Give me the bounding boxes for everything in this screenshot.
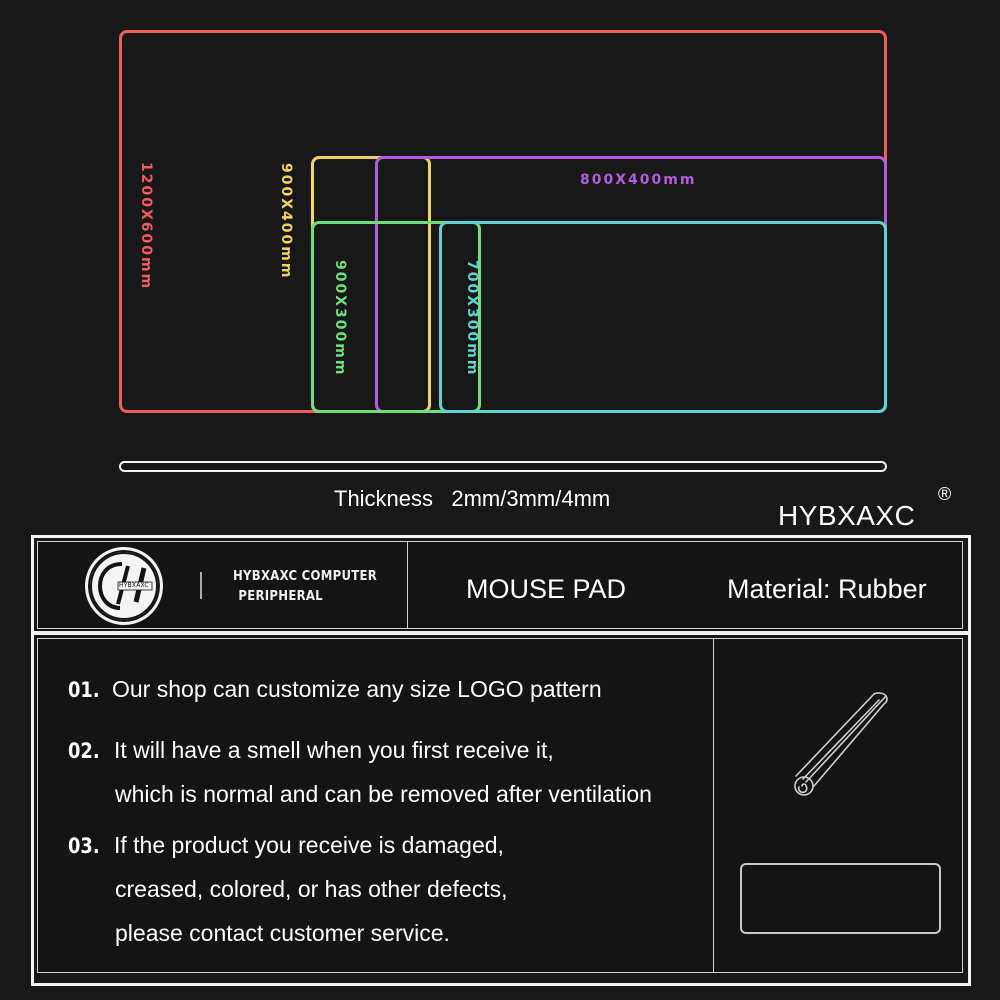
- product-title: MOUSE PAD: [466, 574, 627, 604]
- note-text: It will have a smell when you first receive it,: [114, 737, 554, 763]
- brand-name: HYBXAXC: [778, 500, 916, 531]
- size-label-900x300: 900X300mm: [332, 260, 348, 377]
- material-label: Material: Rubber: [727, 574, 927, 604]
- company-name: [233, 567, 377, 607]
- note-text: If the product you receive is damaged,: [114, 832, 504, 858]
- rolled-mat-icon: [790, 690, 905, 802]
- note-3-line3: please contact customer service.: [115, 920, 450, 946]
- header-divider: [407, 541, 408, 629]
- size-label-800x400: 800X400mm: [580, 172, 697, 188]
- size-label-700x300: 700X300mm: [464, 260, 480, 377]
- size-label-900x400: 900X400mm: [278, 163, 294, 280]
- thickness-label: Thickness 2mm/3mm/4mm: [334, 486, 611, 511]
- body-divider: [713, 638, 714, 973]
- company-line1: HYBXAXC COMPUTER: [233, 569, 378, 584]
- registered-mark: ®: [938, 484, 952, 504]
- note-number: 03.: [68, 834, 100, 858]
- logo-text: HYBXAXC: [119, 582, 149, 589]
- note-2-continued: which is normal and can be removed after ventilation: [115, 781, 652, 807]
- header-separator: [31, 631, 971, 635]
- size-rect-700x300: [439, 221, 887, 413]
- note-3: [68, 832, 504, 859]
- note-number: 02.: [68, 739, 100, 763]
- size-label-1200x600: 1200X600mm: [138, 162, 154, 291]
- note-2: [68, 737, 554, 764]
- note-3-line2: creased, colored, or has other defects,: [115, 876, 508, 902]
- brand-logo: [85, 547, 163, 625]
- company-line2: PERIPHERAL: [238, 589, 323, 604]
- note-number: 01.: [68, 678, 100, 702]
- note-1: [68, 676, 602, 703]
- logo-divider: [200, 572, 202, 599]
- thickness-bar: [119, 461, 887, 472]
- flat-pad-icon: [740, 863, 941, 934]
- note-text: Our shop can customize any size LOGO pattern: [112, 676, 602, 702]
